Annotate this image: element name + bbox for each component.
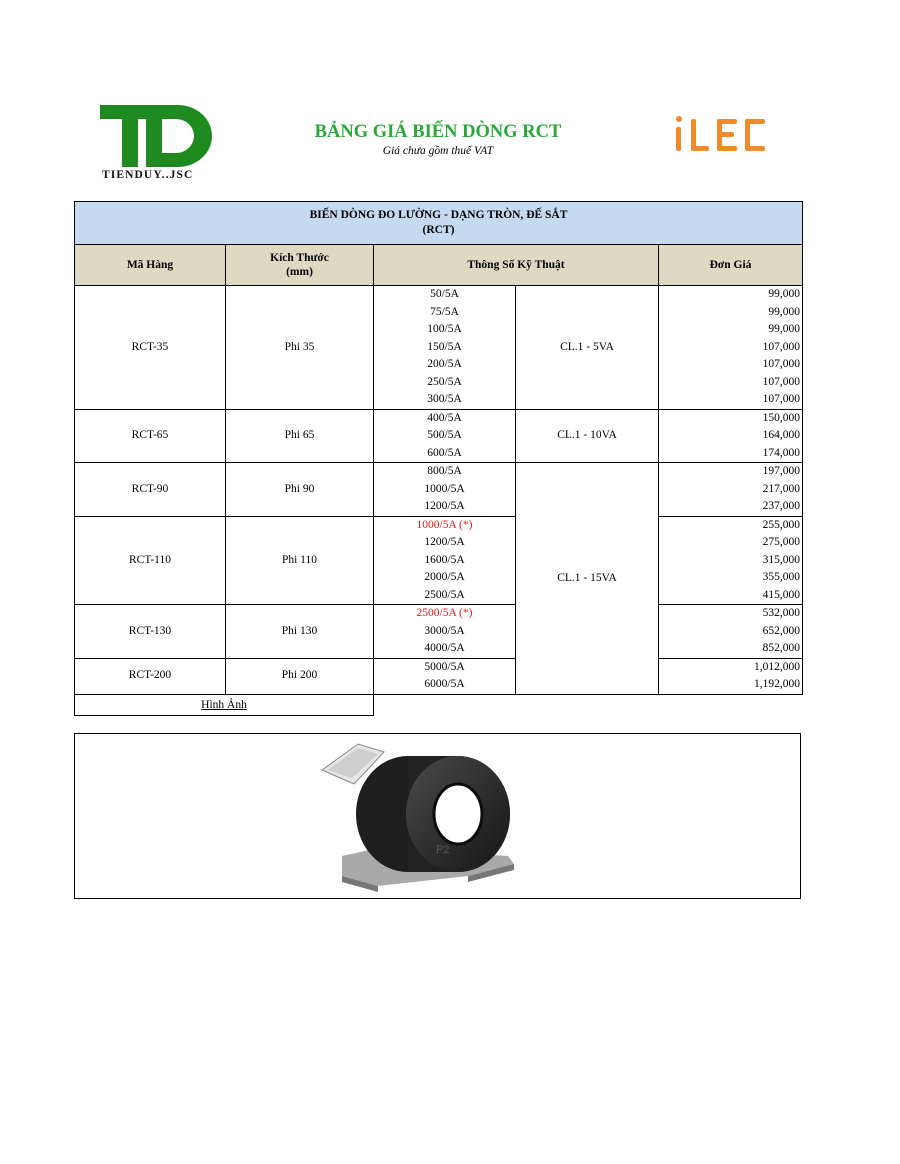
product-size: Phi 200: [226, 658, 374, 694]
price-cell: 107,000: [659, 356, 803, 374]
ratio-cell: 1200/5A: [374, 498, 516, 516]
price-cell: 315,000: [659, 552, 803, 570]
product-size: Phi 90: [226, 463, 374, 517]
price-table: [74, 201, 803, 716]
product-code: RCT-35: [75, 286, 226, 410]
price-cell: 275,000: [659, 534, 803, 552]
ratio-cell: 50/5A: [374, 286, 516, 304]
table-banner: [75, 202, 803, 245]
accuracy-class: CL.1 - 15VA: [516, 463, 659, 695]
ratio-cell: 500/5A: [374, 427, 516, 445]
banner-code: (RCT): [422, 224, 455, 236]
product-code: RCT-200: [75, 658, 226, 694]
product-size: Phi 130: [226, 605, 374, 659]
ratio-cell: 400/5A: [374, 409, 516, 427]
price-cell: 852,000: [659, 640, 803, 658]
page-title: BẢNG GIÁ BIẾN DÒNG RCT: [314, 122, 562, 142]
price-cell: 532,000: [659, 605, 803, 623]
accuracy-class: CL.1 - 5VA: [516, 286, 659, 410]
product-size: Phi 110: [226, 516, 374, 605]
ratio-cell: 75/5A: [374, 304, 516, 322]
ratio-cell: 2000/5A: [374, 569, 516, 587]
price-cell: 255,000: [659, 516, 803, 534]
banner-title: BIẾN DÒNG ĐO LƯỜNG - DẠNG TRÒN, ĐẾ SẮT: [309, 209, 568, 221]
ratio-cell-highlight: 2500/5A (*): [374, 605, 516, 623]
table-row: [75, 658, 803, 676]
ratio-cell: 3000/5A: [374, 623, 516, 641]
ratio-cell: 600/5A: [374, 445, 516, 463]
price-cell: 1,012,000: [659, 658, 803, 676]
ratio-cell: 1200/5A: [374, 534, 516, 552]
product-size: Phi 35: [226, 286, 374, 410]
ratio-cell: 150/5A: [374, 339, 516, 357]
table-row: [75, 409, 803, 427]
price-cell: 150,000: [659, 409, 803, 427]
table-row: [75, 463, 803, 481]
table-row: [75, 605, 803, 623]
empty-cell: [374, 694, 803, 715]
table-row: [75, 286, 803, 304]
ratio-cell: 1000/5A: [374, 481, 516, 499]
price-cell: 1,192,000: [659, 676, 803, 694]
product-photo: [318, 736, 518, 892]
page-subtitle: Giá chưa gồm thuế VAT: [382, 145, 494, 157]
product-code: RCT-110: [75, 516, 226, 605]
product-marking: P2: [436, 844, 450, 856]
company-logo: [100, 103, 218, 183]
price-cell: 237,000: [659, 498, 803, 516]
ratio-cell: 1600/5A: [374, 552, 516, 570]
price-cell: 99,000: [659, 321, 803, 339]
ratio-cell: 6000/5A: [374, 676, 516, 694]
image-section-label: Hình Ảnh: [75, 694, 374, 715]
ratio-cell: 5000/5A: [374, 658, 516, 676]
product-code: RCT-90: [75, 463, 226, 517]
column-header-size: Kích Thước (mm): [226, 245, 374, 286]
price-cell: 107,000: [659, 374, 803, 392]
ratio-cell: 200/5A: [374, 356, 516, 374]
column-header-price: Đơn Giá: [659, 245, 803, 286]
table-row: [75, 516, 803, 534]
product-code: RCT-130: [75, 605, 226, 659]
ratio-cell: 4000/5A: [374, 640, 516, 658]
price-cell: 217,000: [659, 481, 803, 499]
product-size: Phi 65: [226, 409, 374, 463]
ratio-cell: 300/5A: [374, 391, 516, 409]
price-cell: 415,000: [659, 587, 803, 605]
price-cell: 164,000: [659, 427, 803, 445]
ratio-cell: 250/5A: [374, 374, 516, 392]
price-cell: 652,000: [659, 623, 803, 641]
price-cell: 107,000: [659, 391, 803, 409]
price-cell: 197,000: [659, 463, 803, 481]
ratio-cell: 800/5A: [374, 463, 516, 481]
company-tagline: TIENDUY..JSC: [102, 169, 194, 181]
column-header-spec: Thông Số Kỹ Thuật: [374, 245, 659, 286]
price-cell: 174,000: [659, 445, 803, 463]
ratio-cell-highlight: 1000/5A (*): [374, 516, 516, 534]
ratio-cell: 2500/5A: [374, 587, 516, 605]
accuracy-class: CL.1 - 10VA: [516, 409, 659, 463]
column-header-code: Mã Hàng: [75, 245, 226, 286]
price-cell: 355,000: [659, 569, 803, 587]
price-cell: 107,000: [659, 339, 803, 357]
price-cell: 99,000: [659, 286, 803, 304]
price-cell: 99,000: [659, 304, 803, 322]
ratio-cell: 100/5A: [374, 321, 516, 339]
brand-logo: [673, 115, 773, 155]
product-code: RCT-65: [75, 409, 226, 463]
